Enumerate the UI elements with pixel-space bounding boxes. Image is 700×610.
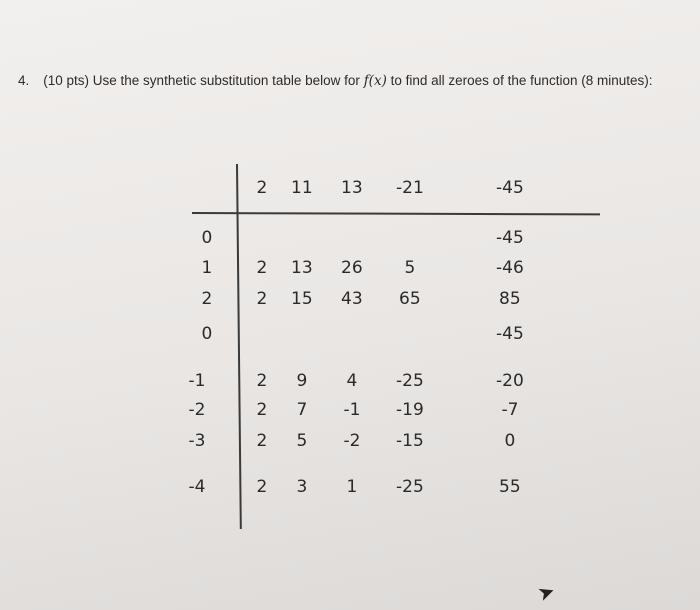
table-cell: -19 — [396, 400, 424, 420]
table-cell: 7 — [296, 400, 308, 420]
table-cell: 5 — [404, 258, 416, 278]
table-cell: -25 — [396, 371, 424, 391]
question-number: 4. — [18, 73, 30, 88]
header-coefficient: -21 — [396, 178, 424, 198]
row-test-value: 1 — [201, 258, 213, 278]
table-cell: -45 — [496, 228, 524, 248]
table-cell: 2 — [256, 477, 268, 497]
table-cell: 13 — [291, 258, 313, 278]
table-cell: 2 — [256, 289, 268, 309]
table-cell: 9 — [296, 371, 308, 391]
table-cell: 43 — [341, 289, 363, 309]
table-cell: 2 — [256, 431, 268, 451]
row-test-value: -3 — [188, 431, 206, 451]
table-vertical-rule — [236, 164, 242, 529]
table-cell: -7 — [501, 400, 519, 420]
table-cell: 55 — [499, 477, 521, 497]
table-cell: 85 — [499, 289, 521, 309]
table-cell: 15 — [291, 289, 313, 309]
table-cell: -20 — [496, 371, 524, 391]
row-test-value: 2 — [201, 289, 213, 309]
table-cell: 65 — [399, 289, 421, 309]
table-cell: 26 — [341, 258, 363, 278]
header-coefficient: -45 — [496, 178, 524, 198]
table-cell: 2 — [256, 371, 268, 391]
table-cell: 1 — [346, 477, 358, 497]
function-notation: f(x) — [363, 73, 387, 89]
row-test-value: 0 — [201, 228, 213, 248]
table-cell: -15 — [396, 431, 424, 451]
row-test-value: 0 — [201, 324, 213, 344]
header-coefficient: 13 — [341, 178, 363, 198]
row-test-value: -4 — [188, 477, 206, 497]
table-cell: -46 — [496, 258, 524, 278]
table-cell: -1 — [343, 400, 361, 420]
table-cell: -2 — [343, 431, 361, 451]
table-cell: 2 — [256, 258, 268, 278]
table-cell: 0 — [504, 431, 516, 451]
header-coefficient: 11 — [291, 178, 313, 198]
row-test-value: -1 — [188, 371, 206, 391]
header-coefficient: 2 — [256, 178, 268, 198]
table-cell: 2 — [256, 400, 268, 420]
table-cell: 3 — [296, 477, 308, 497]
table-cell: 5 — [296, 431, 308, 451]
row-test-value: -2 — [188, 400, 206, 420]
table-cell: -45 — [496, 324, 524, 344]
table-cell: -25 — [396, 477, 424, 497]
question-text-after: to find all zeroes of the function (8 minutes): — [386, 73, 653, 88]
table-horizontal-rule — [192, 212, 600, 215]
table-cell: 4 — [346, 371, 358, 391]
mouse-pointer-icon: ➤ — [534, 579, 559, 607]
question-text-before: (10 pts) Use the synthetic substitution table below for — [43, 73, 364, 88]
